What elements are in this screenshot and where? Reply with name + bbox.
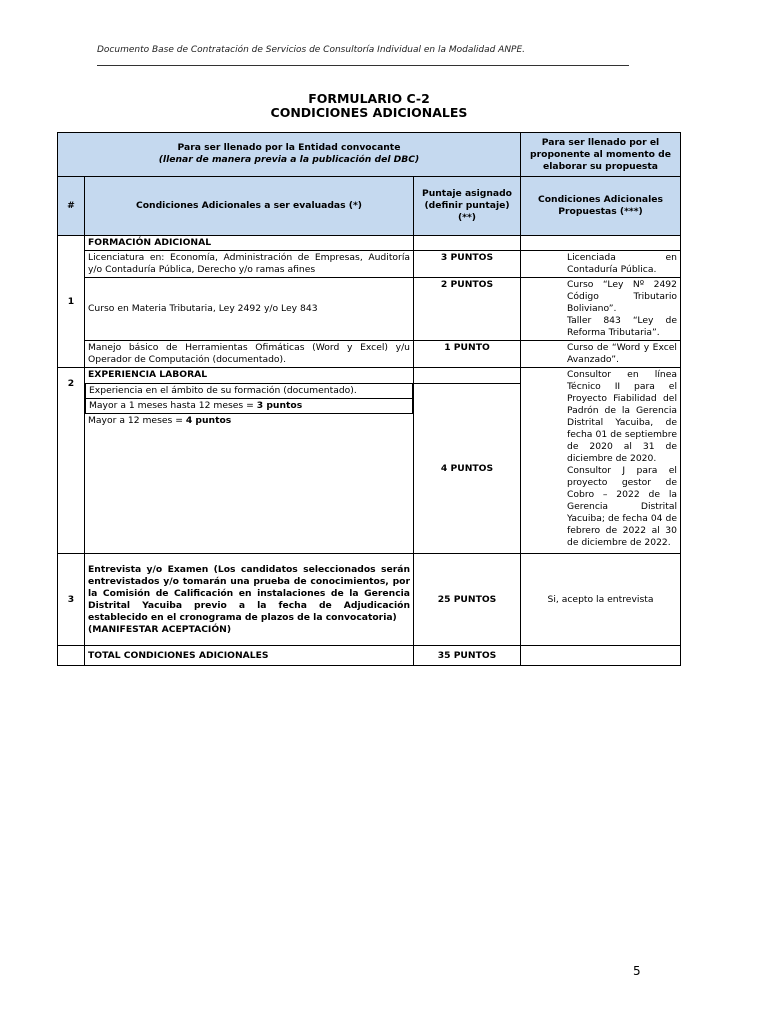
section1-item3: Manejo básico de Herramientas Ofimáticas (Word y Excel) y/u Operador de Computación (documentado). xyxy=(85,341,414,368)
section2-items-cell xyxy=(85,384,414,554)
section1-item3-proposed: Curso de “Word y Excel Avanzado”. xyxy=(521,341,681,368)
col-proposed-header: Condiciones Adicionales Propuestas (***) xyxy=(537,194,663,217)
conditions-table xyxy=(57,132,681,666)
section1-item2-proposed xyxy=(521,278,681,341)
section2-item2 xyxy=(85,398,413,414)
section3-points: 25 PUNTOS xyxy=(414,554,521,646)
section3-text-cell xyxy=(85,554,414,646)
col-num-header: # xyxy=(58,176,85,235)
section1-title-points xyxy=(414,236,521,251)
col-conditions-header: Condiciones Adicionales a ser evaluadas (*) xyxy=(85,176,414,235)
proponent-header: Para ser llenado por el proponente al momento de elaborar su propuesta xyxy=(521,133,680,177)
section2-item1-text: Experiencia en el ámbito de su formación (documentado). xyxy=(89,385,357,396)
section3-row xyxy=(58,554,681,646)
section3-proposed: Si, acepto la entrevista xyxy=(521,554,681,646)
section3-text: Entrevista y/o Examen (Los candidatos seleccionados serán entrevistados y/o tomarán una prueba de conocimientos, por la Comisión de Calificación en instalaciones de la Gerencia Distrital Yacuiba previo a la fecha de Adjudicación establecido en el cronograma de plazos de la convocatoria) xyxy=(88,563,410,623)
section2-points: 4 PUNTOS xyxy=(414,384,521,554)
total-proposed-cell xyxy=(521,646,681,666)
section1-item2-proposed-b: Taller 843 “Ley de Reforma Tributaria”. xyxy=(567,315,677,338)
section1-item2-proposed-a: Curso “Ley Nº 2492 Código Tributario Boliviano”. xyxy=(567,279,677,314)
section1-number: 1 xyxy=(58,236,85,368)
section2-item3-text: Mayor a 12 meses = xyxy=(88,415,186,426)
section2-item3-bold: 4 puntos xyxy=(185,415,232,426)
section2-proposed xyxy=(521,368,681,554)
section1-title-row xyxy=(58,236,681,251)
section2-proposed-b: Consultor J para el proyecto gestor de Cobro – 2022 de la Gerencia Distrital Yacuiba; de fecha 04 de febrero de 2022 al 30 de diciembre de 2022. xyxy=(567,465,677,548)
section2-item2-bold: 3 puntos xyxy=(256,400,303,411)
form-title: FORMULARIO C-2 xyxy=(308,91,430,106)
section2-proposed-a: Consultor en línea Técnico II para el Proyecto Fiabilidad del Padrón de la Gerencia Distrital Yacuiba, de fecha 01 de septiembre de 2020 al 31 de diciembre de 2020. xyxy=(567,369,677,464)
table-header-row xyxy=(58,133,681,177)
section2-item1 xyxy=(85,383,413,399)
table-row xyxy=(58,278,681,341)
document-header-note: Documento Base de Contratación de Servicios de Consultoría Individual en la Modalidad ANPE. xyxy=(97,45,526,55)
table-row xyxy=(58,341,681,368)
total-label: TOTAL CONDICIONES ADICIONALES xyxy=(85,646,414,666)
page-number: 5 xyxy=(633,964,641,978)
form-subtitle: CONDICIONES ADICIONALES xyxy=(270,105,468,120)
section1-title: FORMACIÓN ADICIONAL xyxy=(85,236,414,251)
section3-number: 3 xyxy=(58,554,85,646)
proponent-header-cell xyxy=(521,133,681,236)
section1-item1: Licenciatura en: Economía, Administración de Empresas, Auditoría y/o Contaduría Pública, Derecho y/o ramas afines xyxy=(85,251,414,278)
entity-header-line1: Para ser llenado por la Entidad convocante xyxy=(177,142,401,154)
section2-item2-text: Mayor a 1 meses hasta 12 meses = xyxy=(89,400,257,411)
section2-number: 2 xyxy=(58,368,85,554)
section1-item2-points: 2 PUNTOS xyxy=(414,278,521,341)
total-row xyxy=(58,646,681,666)
section1-title-proposed xyxy=(521,236,681,251)
section2-title-row xyxy=(58,368,681,384)
col-points-header: Puntaje asignado (definir puntaje) (**) xyxy=(414,176,521,235)
total-points: 35 PUNTOS xyxy=(414,646,521,666)
entity-header-line2: (llenar de manera previa a la publicación del DBC) xyxy=(158,154,420,166)
section1-item2: Curso en Materia Tributaria, Ley 2492 y/o Ley 843 xyxy=(85,278,414,341)
section1-item1-proposed: Licenciada en Contaduría Pública. xyxy=(521,251,681,278)
table-row xyxy=(58,251,681,278)
section1-item1-points: 3 PUNTOS xyxy=(414,251,521,278)
total-num-cell xyxy=(58,646,85,666)
section2-title: EXPERIENCIA LABORAL xyxy=(85,368,414,384)
entity-header-cell xyxy=(58,133,521,177)
header-divider xyxy=(97,65,629,66)
section2-item3 xyxy=(85,414,413,428)
section2-title-points xyxy=(414,368,521,384)
section3-note: (MANIFESTAR ACEPTACIÓN) xyxy=(88,623,232,635)
section1-item3-points: 1 PUNTO xyxy=(414,341,521,368)
